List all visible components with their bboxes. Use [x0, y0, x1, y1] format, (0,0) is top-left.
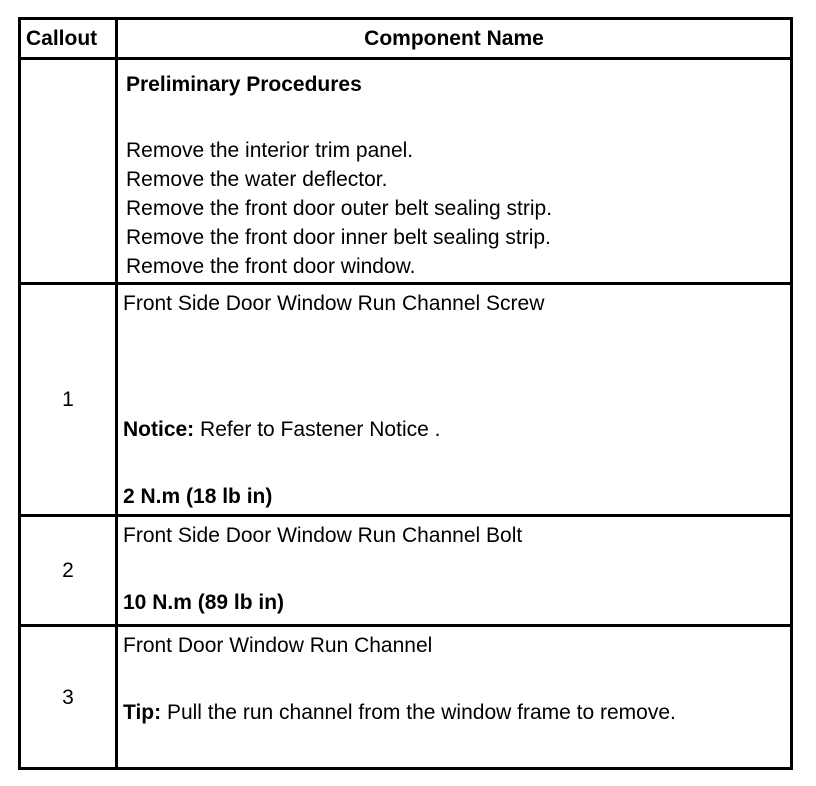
notice-line: [123, 415, 784, 444]
component-name: Front Door Window Run Channel: [123, 634, 433, 657]
component-cell: [117, 284, 792, 516]
preliminary-callout-cell: [20, 59, 117, 284]
component-name: Front Side Door Window Run Channel Screw: [123, 292, 545, 315]
preliminary-step: Remove the front door outer belt sealing strip.: [126, 197, 553, 220]
preliminary-step: Remove the interior trim panel.: [126, 139, 414, 162]
component-name: Front Side Door Window Run Channel Bolt: [123, 524, 523, 547]
notice-text: Refer to Fastener Notice .: [194, 418, 441, 441]
header-row: [20, 19, 792, 59]
component-cell: [117, 516, 792, 626]
preliminary-step: Remove the water deflector.: [126, 168, 388, 191]
preliminary-steps: [126, 136, 784, 281]
procedure-table: [18, 17, 793, 770]
torque-spec: 2 N.m (18 lb in): [123, 485, 273, 508]
table-row: [20, 284, 792, 516]
preliminary-step: Remove the front door window.: [126, 255, 416, 278]
torque-spec: 10 N.m (89 lb in): [123, 591, 285, 614]
preliminary-cell: [117, 59, 792, 284]
table-row: [20, 516, 792, 626]
tip-label: Tip:: [123, 701, 162, 724]
tip-line: [123, 698, 784, 727]
component-cell: [117, 626, 792, 769]
component-name-header: Component Name: [117, 19, 792, 59]
preliminary-row: [20, 59, 792, 284]
callout-number: 2: [20, 516, 117, 626]
callout-number: 3: [20, 626, 117, 769]
callout-number: 1: [20, 284, 117, 516]
notice-label: Notice:: [123, 418, 195, 441]
callout-header: Callout: [20, 19, 117, 59]
preliminary-title: Preliminary Procedures: [126, 73, 362, 96]
tip-text: Pull the run channel from the window frame to remove.: [161, 701, 676, 724]
table-row: [20, 626, 792, 769]
preliminary-step: Remove the front door inner belt sealing strip.: [126, 226, 551, 249]
